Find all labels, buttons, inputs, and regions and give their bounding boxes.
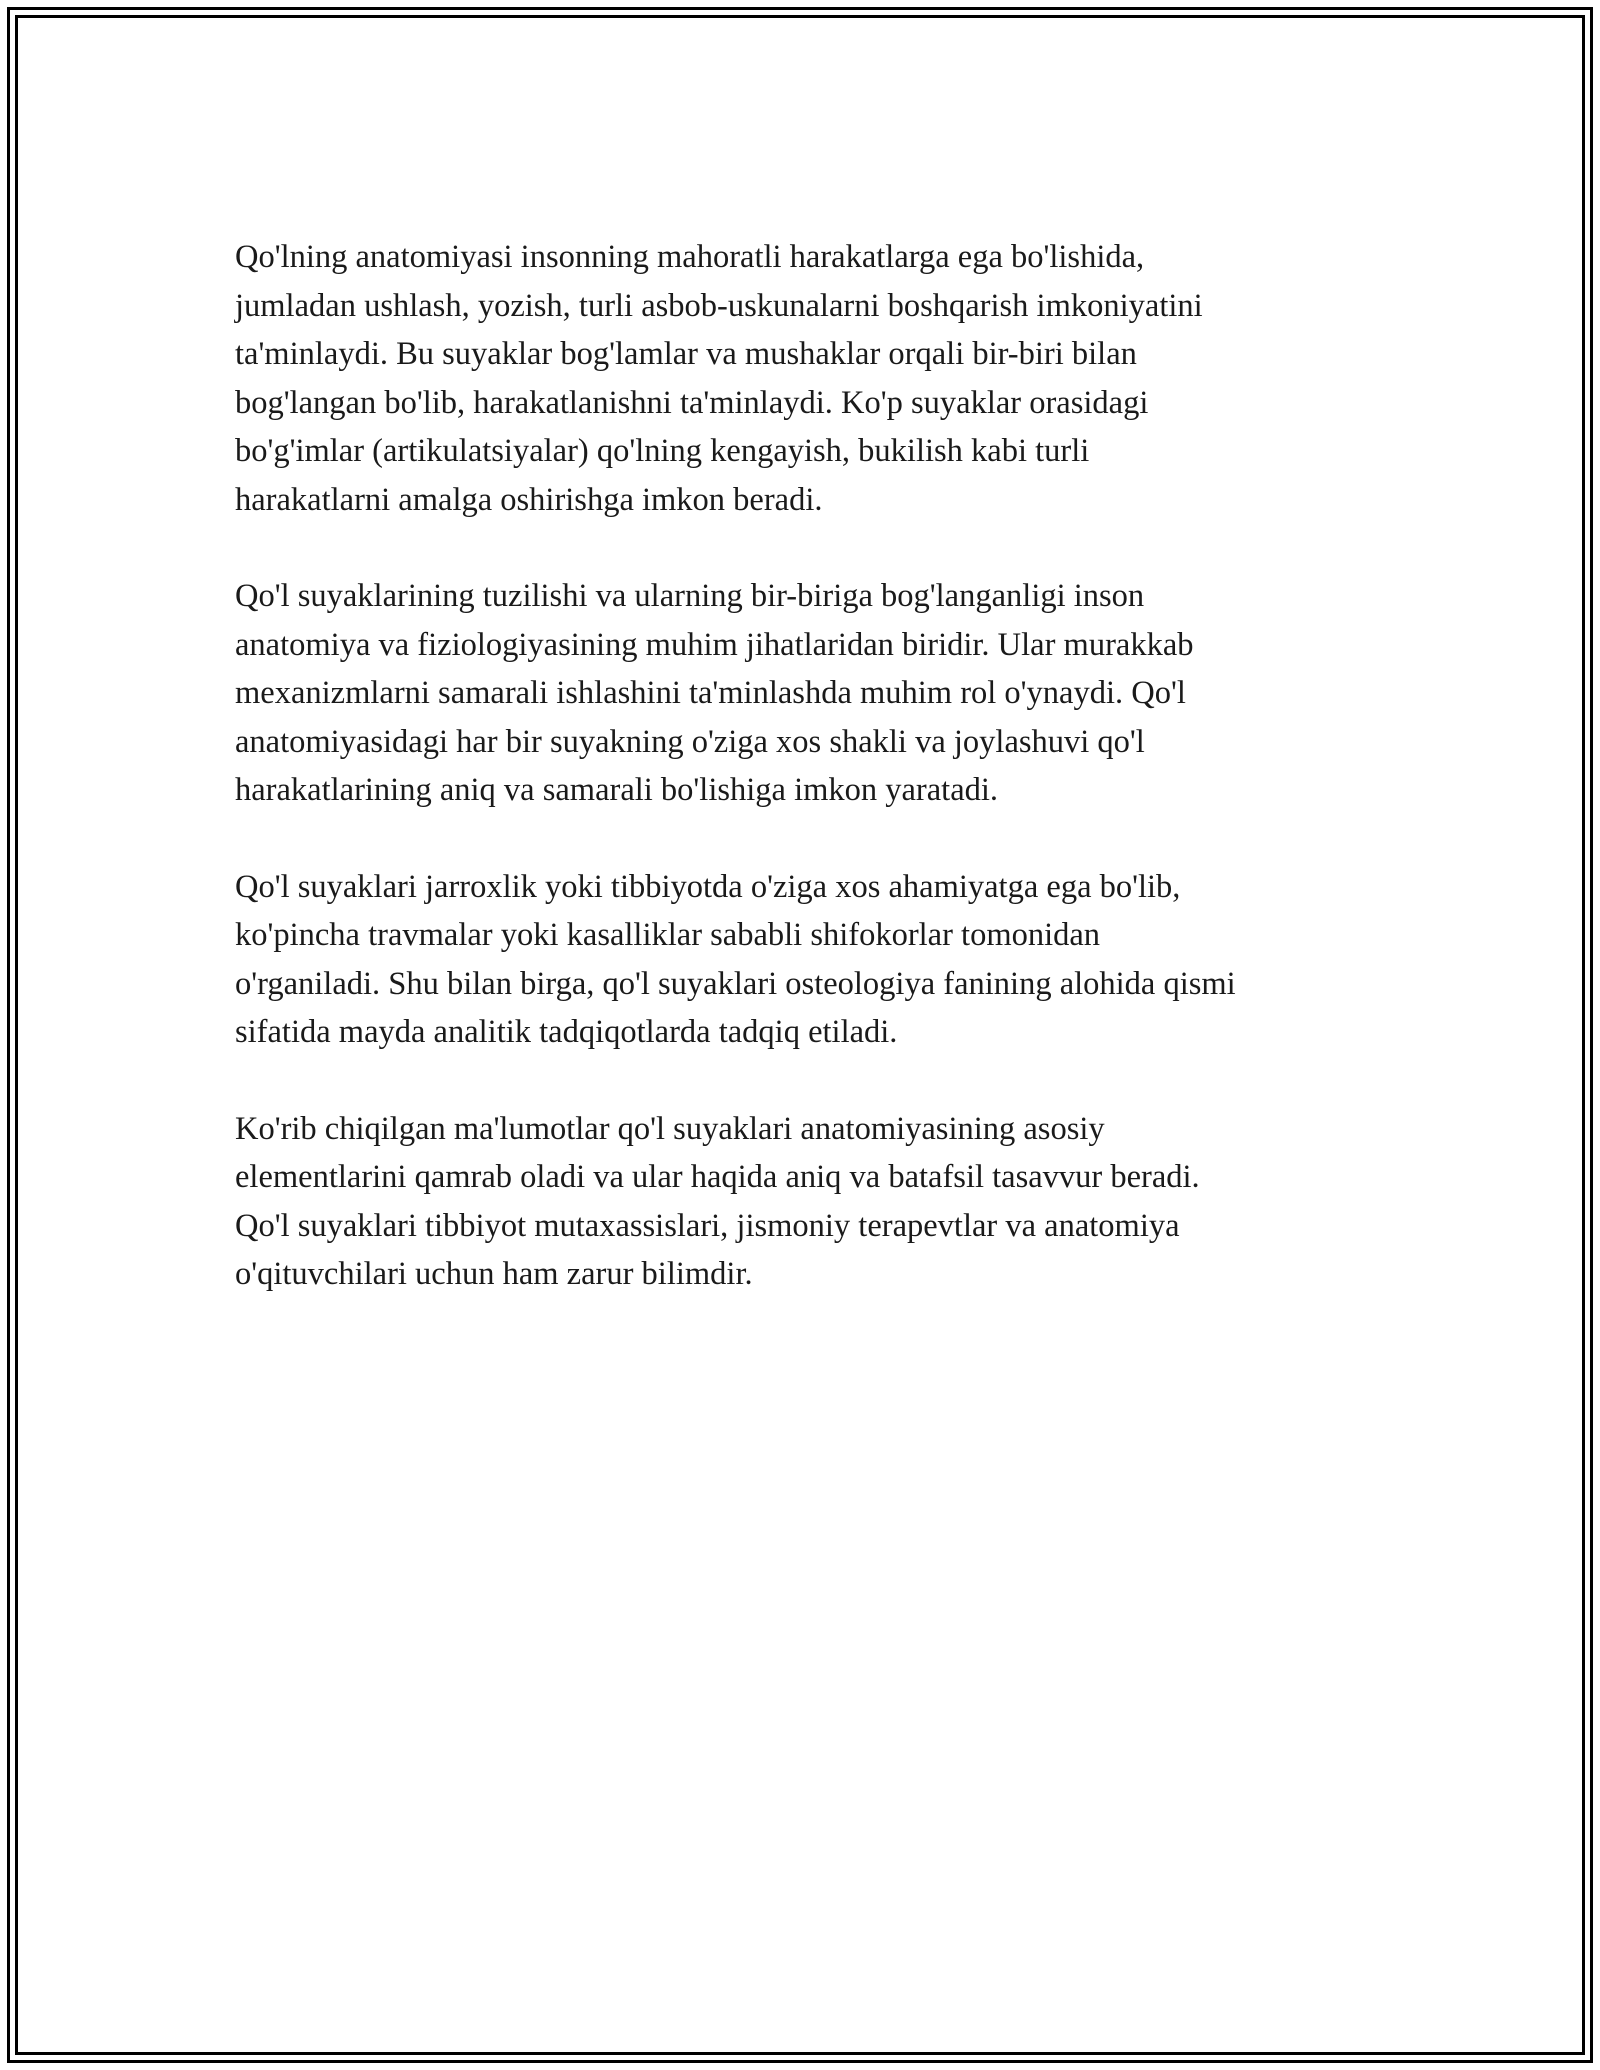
text-line: ta'minlaydi. Bu suyaklar bog'lamlar va mushaklar orqali bir-biri bilan [235,336,1137,372]
text-line: anatomiya va fiziologiyasining muhim jihatlaridan biridir. Ular murakkab [235,626,1194,663]
text-line: harakatlarining aniq va samarali bo'lishiga imkon yaratadi. [235,772,999,808]
text-line: bo'g'imlar (artikulatsiyalar) qo'lning kengayish, bukilish kabi turli [235,433,1090,469]
text-line: Qo'lning anatomiyasi insonning mahoratli harakatlarga ega bo'lishida, [235,239,1145,275]
text-line: mexanizmlarni samarali ishlashini ta'minlashda muhim rol o'ynaydi. Qo'l [235,675,1186,711]
text-line: Qo'l suyaklari tibbiyot mutaxassislari, jismoniy terapevtlar va anatomiya [235,1207,1180,1244]
paragraph-3 [235,863,1385,1057]
text-line: Qo'l suyaklarining tuzilishi va ularning bir-biriga bog'langanligi inson [235,578,1145,614]
paragraph-2 [235,572,1385,815]
text-line: Ko'rib chiqilgan ma'lumotlar qo'l suyaklari anatomiyasining asosiy [235,1110,1105,1147]
paragraph-1 [235,233,1385,524]
text-line: bog'langan bo'lib, harakatlanishni ta'minlaydi. Ko'p suyaklar orasidagi [235,384,1149,421]
text-line: ko'pincha travmalar yoki kasalliklar sababli shifokorlar tomonidan [235,917,1101,953]
text-line: jumladan ushlash, yozish, turli asbob-uskunalarni boshqarish imkoniyatini [235,287,1203,324]
text-line: anatomiyasidagi har bir suyakning o'ziga xos shakli va joylashuvi qo'l [235,723,1145,760]
paragraph-4 [235,1105,1385,1299]
text-line: sifatida mayda analitik tadqiqotlarda tadqiq etiladi. [235,1014,898,1050]
document-body [235,233,1385,1347]
text-line: elementlarini qamrab oladi va ular haqida aniq va batafsil tasavvur beradi. [235,1159,1200,1195]
text-line: o'rganiladi. Shu bilan birga, qo'l suyaklari osteologiya fanining alohida qismi [235,965,1236,1002]
text-line: Qo'l suyaklari jarroxlik yoki tibbiyotda o'ziga xos ahamiyatga ega bo'lib, [235,868,1181,905]
text-line: o'qituvchilari uchun ham zarur bilimdir. [235,1256,753,1292]
text-line: harakatlarni amalga oshirishga imkon beradi. [235,481,823,518]
